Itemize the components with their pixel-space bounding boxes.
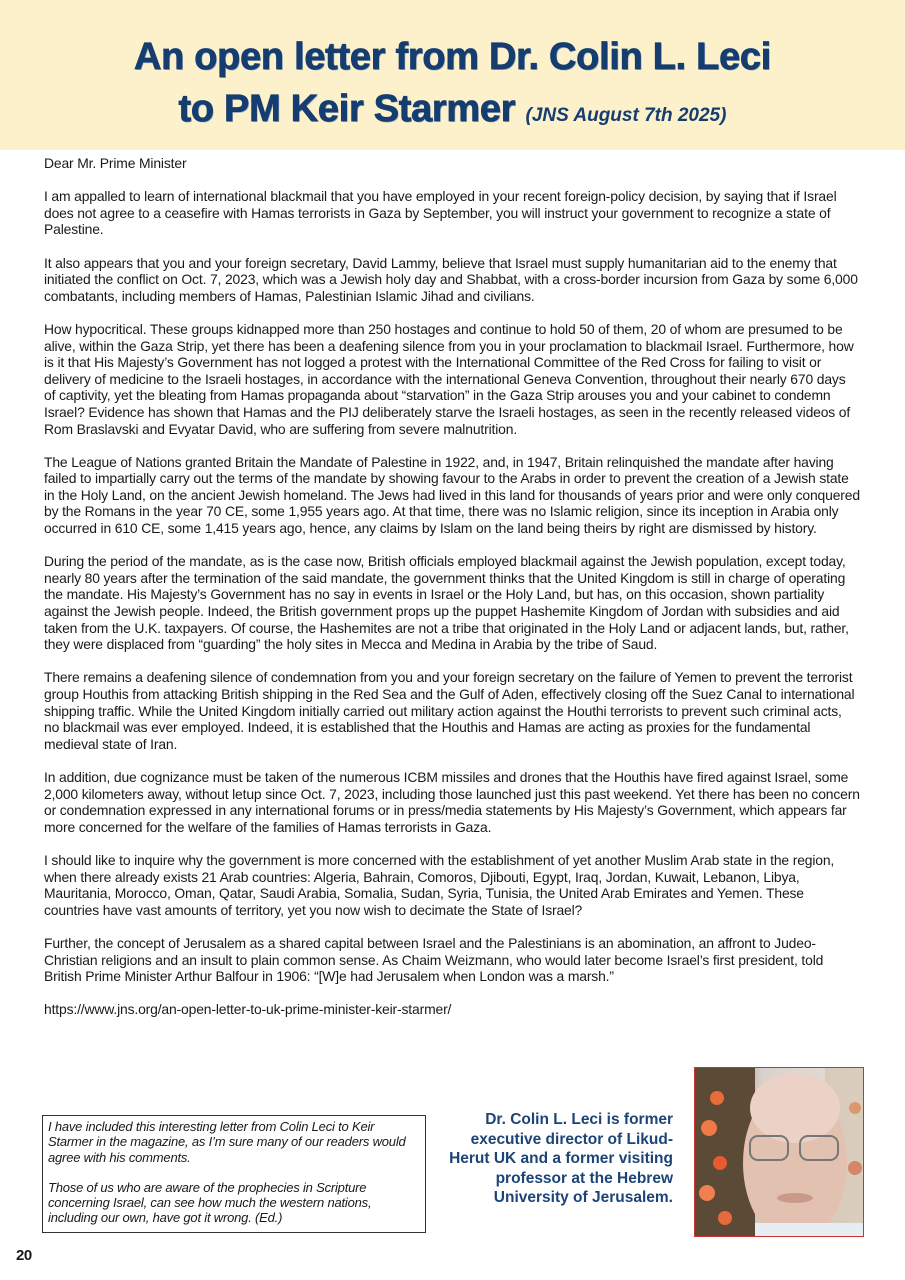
paragraph: There remains a deafening silence of condemnation from you and your foreign secretary on the failure of Yemen to prevent the terrorist group Houthis from attacking British shipping in the Red Sea and the Gulf of Aden, effectively closing off the Suez Canal to international shipping traffic. While the United Kingdom initially carried out military action against the Houthi terrorists to prevent such criminal acts, no blackmail was ever employed. Indeed, it is established that the Houthis and Hamas are acting as proxies for the fundamental medieval state of Iran. xyxy=(44,669,855,752)
author-photo xyxy=(694,1067,864,1237)
paragraph: It also appears that you and your foreign secretary, David Lammy, believe that Israel must supply humanitarian aid to the enemy that initiated the conflict on Oct. 7, 2023, which was a Jewish holy day and Shabbat, with a cross-border incursion from Gaza by some 6,000 combatants, including members of Hamas, Palestinian Islamic Jihad and civilians. xyxy=(44,254,858,304)
page-number: 20 xyxy=(16,1247,32,1264)
paragraph: In addition, due cognizance must be taken of the numerous ICBM missiles and drones that the Houthis have fired against Israel, some 2,000 kilometers away, without letup since Oct. 7, 2023, including those launched just this past weekend. Yet there has been no concern or condemnation expressed in any international forums or in press/media statements by His Majesty’s Government, which appears far more concerned for the welfare of the families of Hamas terrorists in Gaza. xyxy=(44,768,860,835)
page-title-line-1: An open letter from Dr. Colin L. Leci xyxy=(133,36,772,78)
paragraph: During the period of the mandate, as is the case now, British officials employed blackmail against the Jewish population, except today, nearly 80 years after the termination of the said mandate, the government thinks that the United Kingdom is still in charge of operating the mandate. His Majesty’s Government has no say in events in Israel or the Holy Land, but has, on this occasion, shown partiality against the Jewish people. Indeed, the British government props up the puppet Hashemite Kingdom of Jordan with subsidies and aid taken from the U.K. taxpayers. Of course, the Hashemites are not a tribe that originated in the Holy Land or adjacent lands, but, rather, they were displaced from “guarding” the holy sites in Mecca and Medina in Arabia by the tribe of Saud. xyxy=(44,553,849,653)
paragraph: How hypocritical. These groups kidnapped more than 250 hostages and continue to hold 50 of them, 20 of whom are presumed to be alive, within the Gaza Strip, yet there has been a deafening silence from you in your proclamation to blackmail Israel. Furthermore, how is it that His Majesty’s Government has not logged a protest with the International Committee of the Red Cross for failing to visit or delivery of medicine to the Israeli hostages, in accordance with the international Geneva Convention, throughout their nearly 670 days of captivity, yet the bleating from Hamas propaganda about “starvation” in the Gaza Strip arouses you and your cabinet to condemn Israel? Evidence has shown that Hamas and the PIJ deliberately starve the Israeli hostages, as seen in the recently released videos of Rom Braslavski and Evyatar David, who are suffering from severe malnutrition. xyxy=(44,320,854,437)
page-title-line-2-text: to PM Keir Starmer xyxy=(178,88,516,130)
title-banner xyxy=(0,0,905,150)
paragraph: The League of Nations granted Britain the Mandate of Palestine in 1922, and, in 1947, Britain relinquished the mandate after having failed to impartially carry out the terms of the mandate by showing favour to the Arabs in order to prevent the creation of a Jewish state in the Holy Land, on the ancient Jewish homeland. The Jews had lived in this land for thousands of years prior and were only conquered by the Romans in the year 70 CE, some 1,955 years ago. At that time, there was no Islamic religion, since its inception in Arabia only occurred in 610 CE, some 1,415 years ago, hence, any claims by Islam on the land being theirs by right are dismissed by history. xyxy=(44,453,860,537)
source-date: (JNS August 7th 2025) xyxy=(525,105,727,126)
page-title-line-2 xyxy=(0,88,905,131)
paragraph: I should like to inquire why the government is more concerned with the establishment of yet another Muslim Arab state in the region, when there already exists 21 Arab countries: Algeria, Bahrain, Comoros, Djibouti, Egypt, Iraq, Jordan, Kuwait, Lebanon, Libya, Mauritania, Morocco, Oman, Qatar, Saudi Arabia, Somalia, Sudan, Syria, Tunisia, the United Arab Emirates and Yemen. These countries have vast amounts of territory, yet you now wish to decimate the State of Israel? xyxy=(44,851,835,918)
source-url[interactable]: https://www.jns.org/an-open-letter-to-uk-prime-minister-keir-starmer/ xyxy=(44,1001,452,1018)
paragraph: Further, the concept of Jerusalem as a shared capital between Israel and the Palestinians is an abomination, an affront to Judeo-Christian religions and an insult to plain common sense. As Chaim Weizmann, who would later become Israel’s first president, told British Prime Minister Arthur Balfour in 1906: “[W]e had Jerusalem when London was a marsh.” xyxy=(44,934,824,985)
paragraph: I am appalled to learn of international blackmail that you have employed in your recent foreign-policy decision, by saying that if Israel does not agree to a ceasefire with Hamas terrorists in Gaza by September, you will instruct your government to recognize a state of Palestine. xyxy=(44,188,837,238)
author-portrait-icon xyxy=(695,1068,863,1236)
editor-note-paragraph: Those of us who are aware of the prophecies in Scripture concerning Israel, can see how much the western nations, including our own, have got it wrong. (Ed.) xyxy=(48,1179,372,1226)
author-bio: Dr. Colin L. Leci is former executive director of Likud-Herut UK and a former visiting professor at the Hebrew University of Jerusalem. xyxy=(449,1111,673,1207)
editor-note-paragraph: I have included this interesting letter from Colin Leci to Keir Starmer in the magazine, as I’m sure many of our readers would agree with his comments. xyxy=(48,1119,406,1165)
letter-body xyxy=(44,155,860,1034)
editor-note-box xyxy=(42,1115,426,1233)
salutation: Dear Mr. Prime Minister xyxy=(44,155,187,171)
